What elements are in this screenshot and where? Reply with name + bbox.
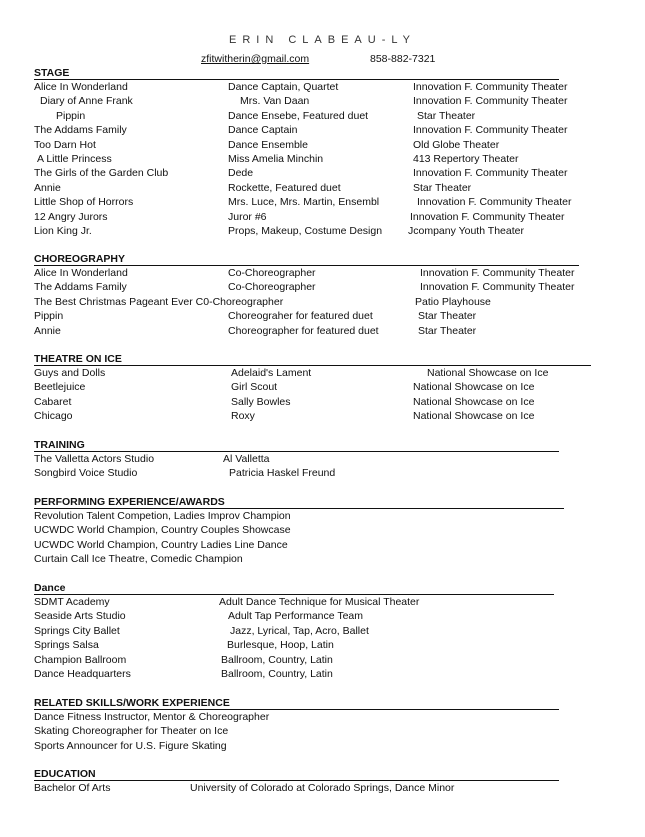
resume-name: ERIN CLABEAU-LY [229,34,416,46]
choreography-heading [34,252,579,266]
dance-entry [34,595,594,609]
entry-title: Skating Choreographer for Theater on Ice [34,725,229,738]
entry-role: University of Colorado at Colorado Springs, Dance Minor [190,782,455,794]
entry-venue: Innovation F. Community Theater [420,267,575,279]
entry-role: Burlesque, Hoop, Latin [227,639,334,652]
entry-title: Dance Headquarters [34,667,131,680]
entry-role: Co-Choreographer [228,281,316,294]
stage-entry [34,138,594,152]
entry-role: Dance Captain, Quartet [228,81,339,93]
choreography-entry [34,309,594,323]
section-dance [34,581,594,681]
awards-entry [34,523,594,537]
choreography-entry [34,324,594,338]
email-link[interactable]: zfitwitherin@gmail.com [201,53,310,65]
entry-role: Adult Dance Technique for Musical Theater [219,596,420,608]
skills-entry [34,739,594,753]
entry-venue: Innovation F. Community Theater [413,81,568,93]
dance-entry [34,653,594,667]
entry-title: Revolution Talent Competion, Ladies Improv Champion [34,510,291,522]
entry-title: Springs Salsa [34,639,99,652]
dance-entry [34,609,594,623]
education-heading [34,767,559,781]
entry-role: Dance Ensemble [228,138,308,151]
entry-venue: Innovation F. Community Theater [417,196,572,209]
stage-entry [34,152,594,166]
entry-title: The Valletta Actors Studio [34,453,155,465]
phone-number: 858-882-7321 [370,53,436,65]
entry-title: Seaside Arts Studio [34,610,126,623]
awards-heading-text: PERFORMING EXPERIENCE/AWARDS [34,496,225,508]
entry-title: SDMT Academy [34,596,110,608]
entry-role: Mrs. Van Daan [240,95,310,108]
entry-title: Songbird Voice Studio [34,467,138,480]
section-choreography [34,252,594,338]
entry-title: Curtain Call Ice Theatre, Comedic Champion [34,553,243,566]
entry-title: Dance Fitness Instructor, Mentor & Choreographer [34,711,270,723]
stage-entry [34,181,594,195]
skills-entry [34,724,594,738]
entry-role: Props, Makeup, Costume Design [228,224,383,237]
choreography-entry [34,295,594,309]
choreography-entry [34,280,594,294]
education-entry [34,781,594,795]
ice-entry [34,395,594,409]
entry-title: Too Darn Hot [34,138,96,151]
entry-role: Choreographer for featured duet [228,324,379,337]
entry-role: Ballroom, Country, Latin [221,653,333,666]
entry-title: Champion Ballroom [34,653,127,666]
stage-entry [34,166,594,180]
entry-title: Diary of Anne Frank [40,95,133,108]
stage-entry [34,109,594,123]
skills-heading [34,696,559,710]
ice-entry [34,366,594,380]
entry-title: Pippin [56,109,86,122]
entry-title: Bachelor Of Arts [34,782,111,794]
entry-title: Chicago [34,410,73,423]
entry-role: Adult Tap Performance Team [228,610,364,623]
entry-role: Girl Scout [231,381,278,394]
stage-entry [34,94,594,108]
entry-title: Lion King Jr. [34,224,92,237]
skills-heading-text: RELATED SKILLS/WORK EXPERIENCE [34,697,230,709]
education-heading-text: EDUCATION [34,768,96,780]
ice-entry [34,409,594,423]
awards-heading [34,495,564,509]
entry-title: Pippin [34,310,64,323]
section-stage [34,66,594,238]
entry-role: Co-Choreographer [228,267,316,279]
training-heading-text: TRAINING [34,439,85,451]
stage-entry [34,210,594,224]
entry-venue: Innovation F. Community Theater [413,124,568,137]
entry-venue: National Showcase on Ice [413,410,535,423]
entry-title: Little Shop of Horrors [34,196,134,209]
entry-venue: Innovation F. Community Theater [410,210,565,223]
skills-entry [34,710,594,724]
section-training [34,438,594,481]
stage-heading [34,66,559,80]
entry-role: Jazz, Lyrical, Tap, Acro, Ballet [230,624,369,637]
entry-title: Springs City Ballet [34,624,120,637]
awards-entry [34,552,594,566]
choreography-heading-text: CHOREOGRAPHY [34,253,126,265]
section-education [34,767,594,795]
stage-entry [34,80,594,94]
entry-title: UCWDC World Champion, Country Ladies Line Dance [34,538,288,551]
entry-venue: Star Theater [418,324,477,337]
ice-entry [34,380,594,394]
entry-role: Adelaid's Lament [231,367,312,379]
dance-entry [34,638,594,652]
entry-role: Al Valletta [223,453,270,465]
entry-venue: Old Globe Theater [413,138,500,151]
entry-venue: Innovation F. Community Theater [420,281,575,294]
entry-role: Roxy [231,410,255,423]
training-entry [34,466,594,480]
entry-title: Annie [34,324,61,337]
entry-title: The Addams Family [34,281,127,294]
entry-title: The Best Christmas Pageant Ever C0-Choreographer [34,295,284,308]
entry-venue: 413 Repertory Theater [413,152,519,165]
entry-title: Guys and Dolls [34,367,106,379]
dance-heading [34,581,554,595]
entry-title: A Little Princess [37,152,112,165]
awards-entry [34,538,594,552]
stage-entry [34,195,594,209]
stage-entry [34,123,594,137]
entry-title: Annie [34,181,61,194]
section-ice [34,352,594,424]
entry-venue: Patio Playhouse [415,295,491,308]
awards-entry [34,509,594,523]
dance-heading-text: Dance [34,582,66,594]
entry-venue: Star Theater [418,310,477,323]
entry-venue: Star Theater [413,181,472,194]
entry-role: Dance Ensebe, Featured duet [228,109,369,122]
entry-venue: Innovation F. Community Theater [413,167,568,180]
stage-entry [34,224,594,238]
entry-role: Choreograher for featured duet [228,310,373,323]
ice-heading-text: THEATRE ON ICE [34,353,122,365]
entry-role: Juror #6 [228,210,267,223]
entry-title: Beetlejuice [34,381,86,394]
entry-venue: Innovation F. Community Theater [413,95,568,108]
stage-heading-text: STAGE [34,67,70,79]
dance-entry [34,624,594,638]
training-heading [34,438,559,452]
choreography-entry [34,266,594,280]
entry-title: Sports Announcer for U.S. Figure Skating [34,739,227,752]
ice-heading [34,352,591,366]
entry-role: Mrs. Luce, Mrs. Martin, Ensembl [228,196,380,209]
entry-role: Rockette, Featured duet [228,181,341,194]
entry-title: Cabaret [34,395,72,408]
entry-title: UCWDC World Champion, Country Couples Showcase [34,524,291,537]
entry-venue: Jcompany Youth Theater [408,224,524,237]
entry-title: Alice In Wonderland [34,81,128,93]
entry-role: Sally Bowles [231,395,291,408]
entry-role: Ballroom, Country, Latin [221,667,333,680]
entry-venue: National Showcase on Ice [427,367,549,379]
training-entry [34,452,594,466]
entry-title: The Girls of the Garden Club [34,167,169,180]
entry-title: 12 Angry Jurors [34,210,108,223]
entry-venue: Star Theater [417,109,476,122]
entry-title: Alice In Wonderland [34,267,128,279]
entry-venue: National Showcase on Ice [413,395,535,408]
section-awards [34,495,594,567]
section-skills [34,696,594,753]
entry-role: Patricia Haskel Freund [229,467,336,480]
entry-role: Dance Captain [228,124,298,137]
entry-role: Dede [228,167,254,180]
entry-role: Miss Amelia Minchin [228,152,324,165]
dance-entry [34,667,594,681]
entry-title: The Addams Family [34,124,127,137]
entry-venue: National Showcase on Ice [413,381,535,394]
